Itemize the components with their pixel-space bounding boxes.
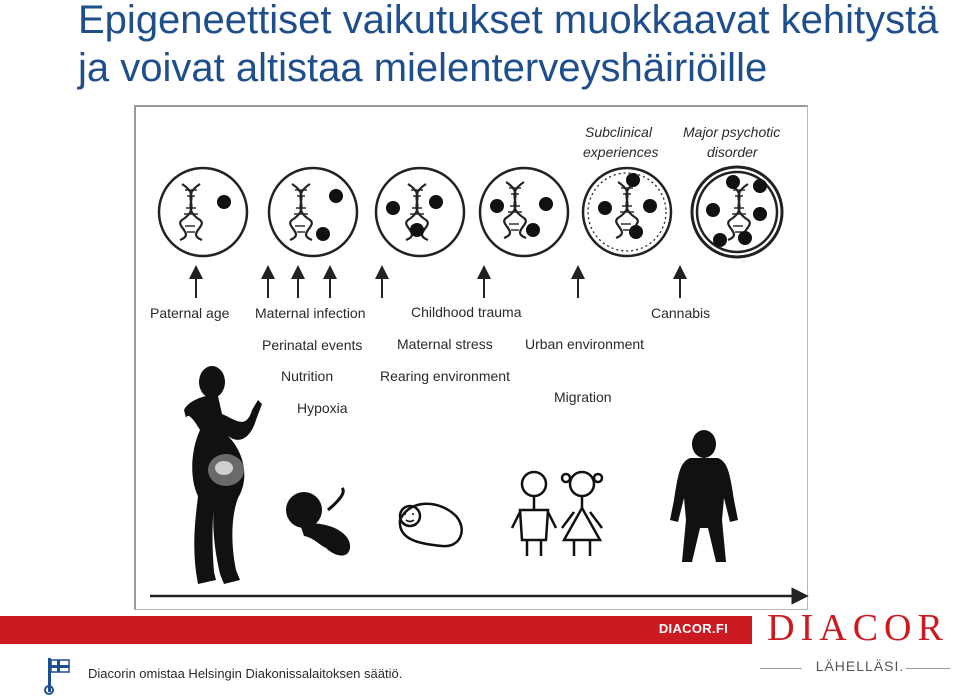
baby-figure: [400, 504, 462, 546]
footer-owner-text: Diacorin omistaa Helsingin Diakonissalaitoksen säätiö.: [88, 666, 403, 681]
fetus-figure: [286, 488, 350, 556]
brand-logo-text: DIACOR: [767, 607, 949, 649]
cell-3: [376, 168, 464, 256]
marker-dot: [429, 195, 443, 209]
dna-icon: [504, 182, 526, 238]
cell-6: [692, 167, 782, 257]
cell-4: [480, 168, 568, 256]
marker-dot: [217, 195, 231, 209]
marker-dot: [738, 231, 752, 245]
man-figure: [670, 430, 738, 562]
marker-dot: [410, 223, 424, 237]
tagline-rule-right: [906, 668, 950, 669]
marker-dot: [316, 227, 330, 241]
influence-arrows: [196, 272, 680, 298]
foundation-logo-icon: [38, 654, 72, 696]
tagline-rule-left: [760, 668, 802, 669]
factor-label: Hypoxia: [297, 400, 348, 416]
footer-bar: [0, 616, 752, 644]
marker-dot: [626, 173, 640, 187]
factor-label: Rearing environment: [380, 368, 510, 384]
pregnant-woman-figure: [184, 366, 262, 584]
cell-2: [269, 168, 357, 256]
dna-icon: [290, 184, 312, 240]
marker-dot: [490, 199, 504, 213]
marker-dot: [539, 197, 553, 211]
label-major-line1: Major psychotic: [683, 124, 781, 140]
factor-label: Urban environment: [525, 336, 645, 352]
marker-dot: [713, 233, 727, 247]
footer-url[interactable]: DIACOR.FI: [658, 621, 728, 636]
marker-dot: [753, 179, 767, 193]
factor-label: Perinatal events: [262, 337, 363, 353]
cell-5: [583, 168, 671, 256]
factor-label: Migration: [554, 389, 612, 405]
boy-figure: [512, 472, 556, 556]
marker-dot: [726, 175, 740, 189]
label-major-line2: disorder: [707, 144, 758, 160]
marker-dot: [629, 225, 643, 239]
marker-dot: [753, 207, 767, 221]
factor-label: Maternal infection: [255, 305, 366, 321]
factor-label: Maternal stress: [397, 336, 493, 352]
label-subclinical-line1: Subclinical: [585, 124, 652, 140]
marker-dot: [386, 201, 400, 215]
factor-label: Childhood trauma: [411, 304, 522, 320]
label-subclinical-line2: experiences: [583, 144, 659, 160]
factor-label: Cannabis: [651, 305, 711, 321]
tagline: LÄHELLÄSI.: [815, 658, 905, 674]
marker-dot: [598, 201, 612, 215]
marker-dot: [706, 203, 720, 217]
marker-dot: [643, 199, 657, 213]
dna-icon: [180, 184, 202, 240]
girl-figure: [562, 472, 602, 556]
marker-dot: [329, 189, 343, 203]
slide-title: Epigeneettiset vaikutukset muokkaavat kehitystä ja voivat altistaa mielenterveyshäiriöille: [78, 0, 939, 90]
factor-label: Paternal age: [150, 305, 230, 321]
factor-label: Nutrition: [281, 368, 334, 384]
cell-1: [159, 168, 247, 256]
marker-dot: [526, 223, 540, 237]
